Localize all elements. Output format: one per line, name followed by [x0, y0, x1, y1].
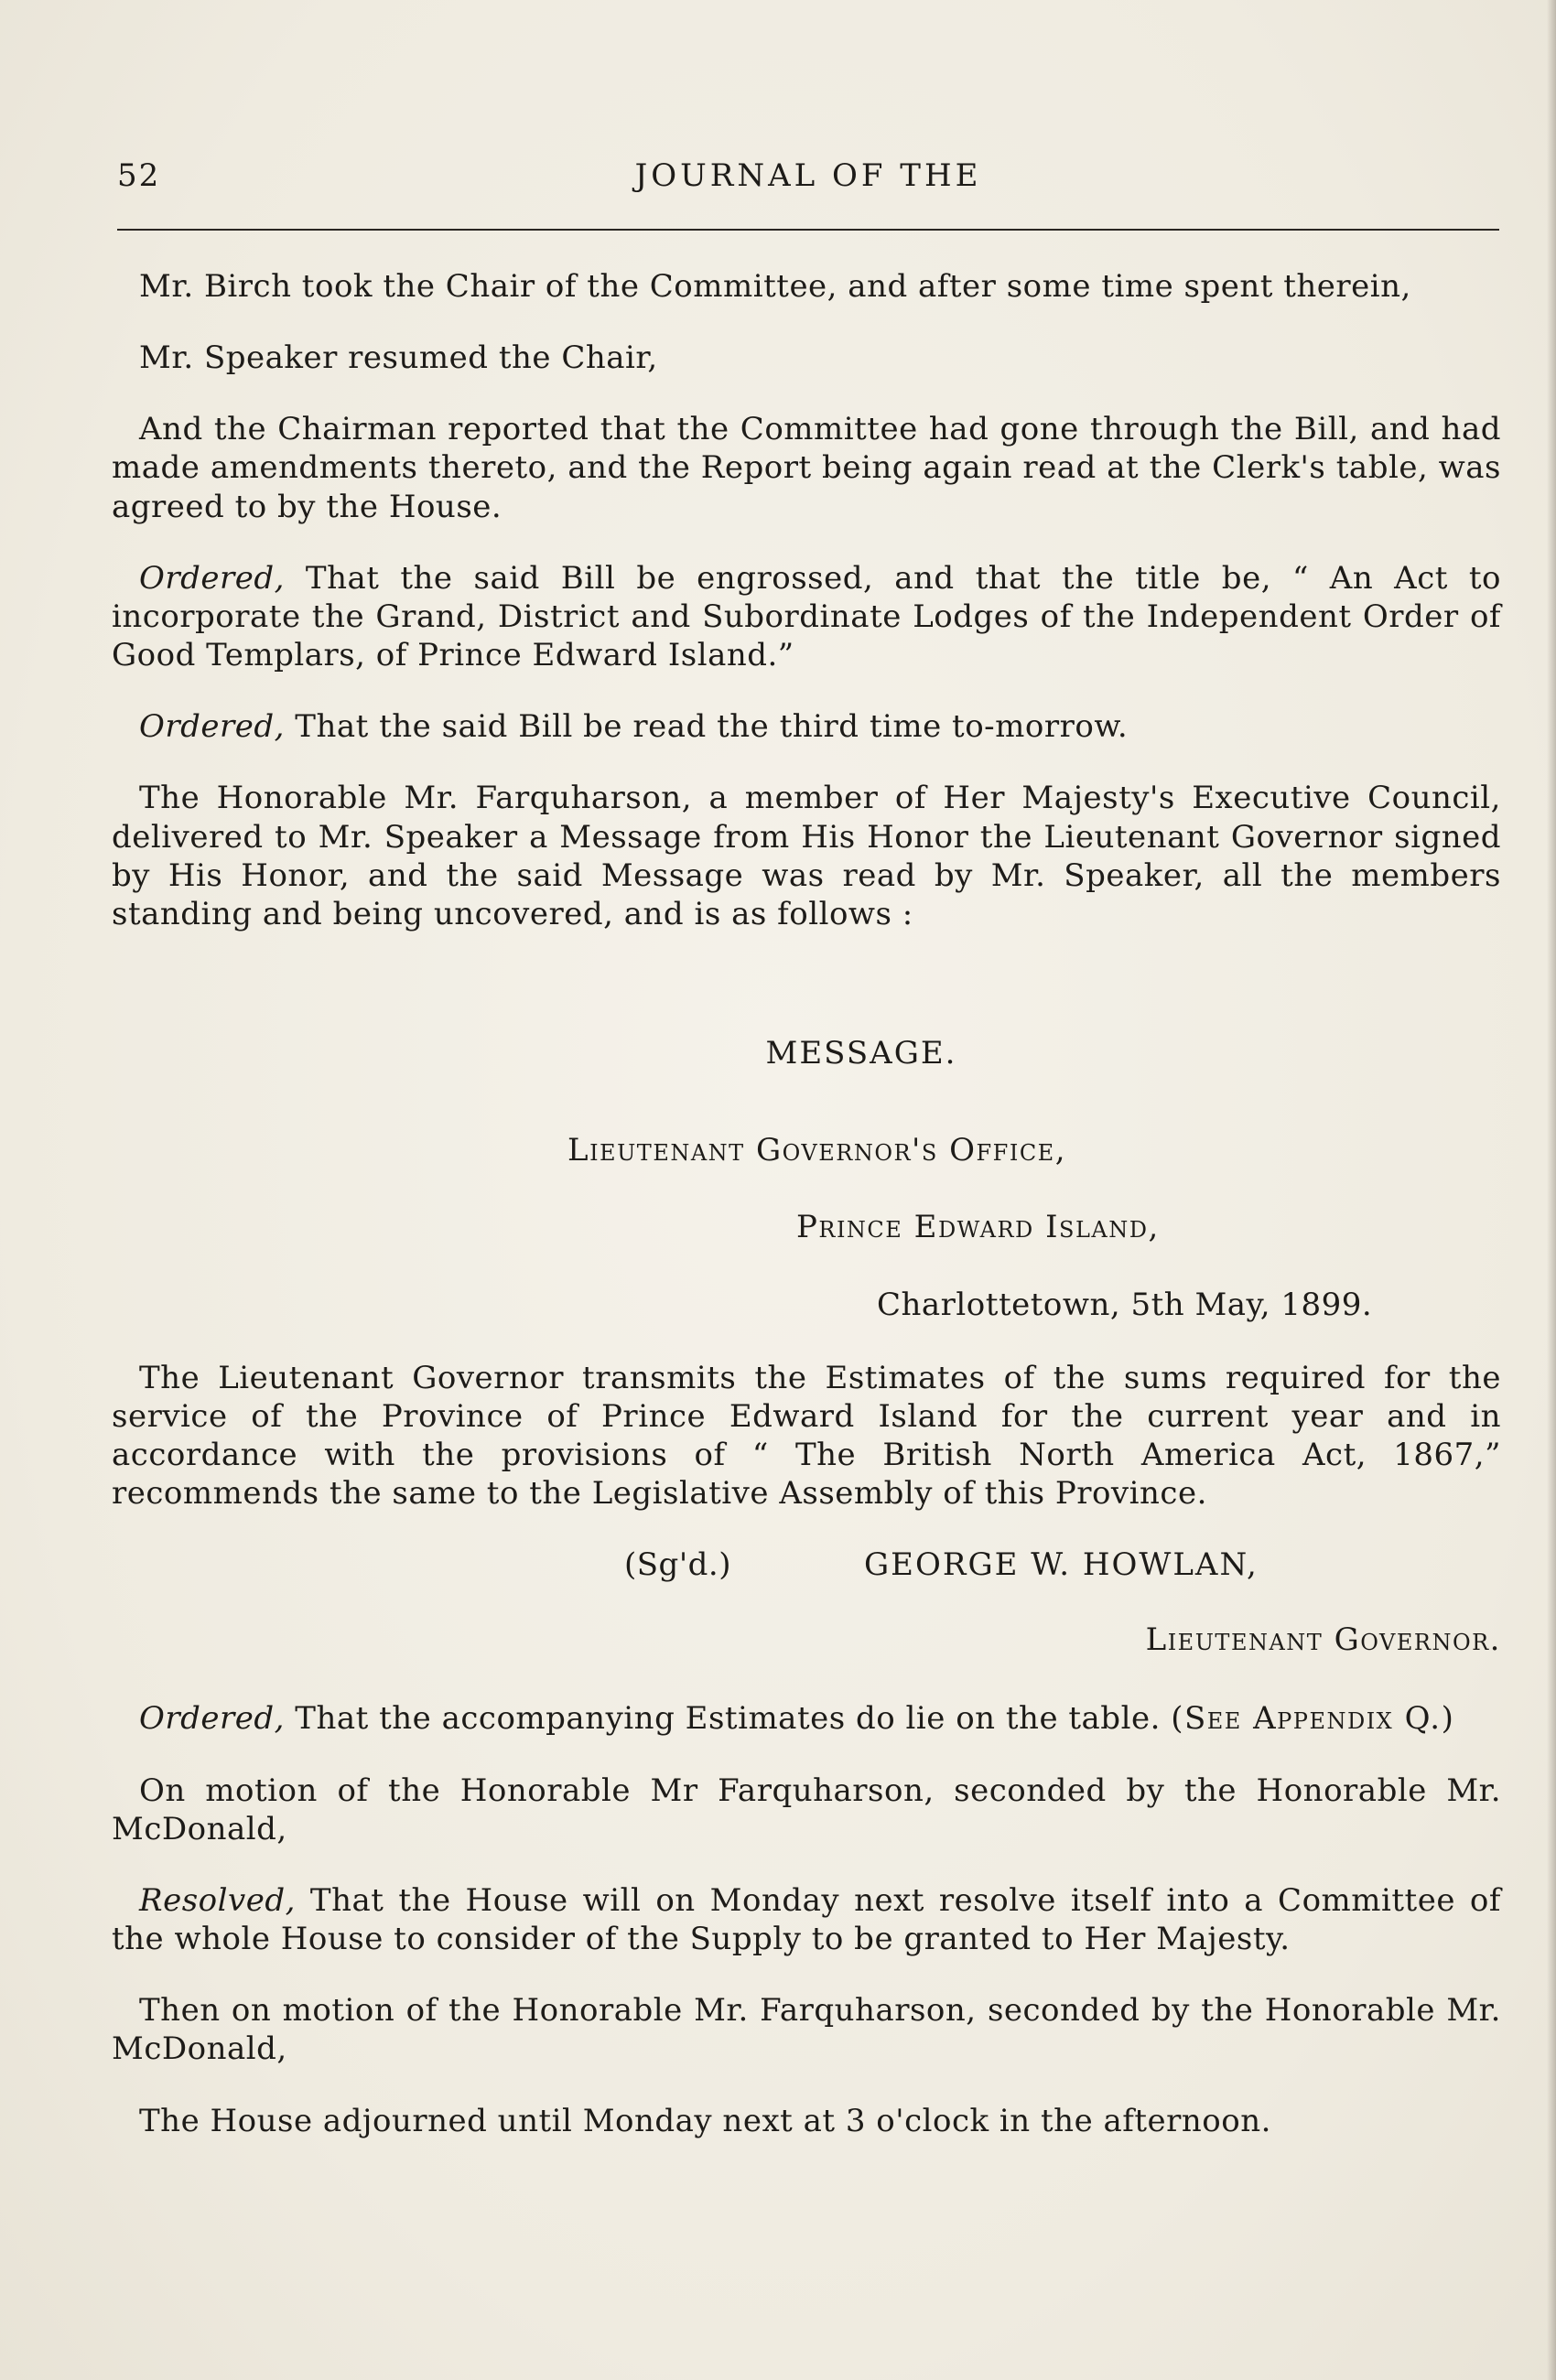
- page-edge-shadow: [1547, 0, 1556, 2380]
- ordered-estimates-text: That the accompanying Estimates do lie on the table.: [295, 1700, 1161, 1738]
- paragraph-ordered-estimates: [112, 1699, 1501, 1738]
- page-body: [112, 267, 1501, 2173]
- signer-title: Lieutenant Governor.: [1145, 1621, 1501, 1659]
- paragraph-ordered-third-reading: [112, 707, 1501, 746]
- resolved-text: That the House will on Monday next resolve itself into a Committee of the whole House to consider of the Supply to be granted to Her Majesty.: [112, 1881, 1501, 1958]
- paragraph-ordered-engrossed: [112, 559, 1501, 674]
- ordered-label: Ordered,: [139, 708, 285, 746]
- running-head: JOURNAL OF THE: [634, 157, 982, 194]
- signer-name: GEORGE W. HOWLAN,: [864, 1546, 1259, 1584]
- signature-line: [112, 1545, 1501, 1589]
- message-heading: MESSAGE.: [765, 1035, 957, 1072]
- paragraph-estimates: The Lieutenant Governor transmits the Estimates of the sums required for the service of the Province of Prince Edward Island for the current year and in accordance with the provisions of “ The British North America Act, 1867,” recommends the same to the Legislative Assembly of this Province.: [112, 1359, 1501, 1513]
- paragraph-motion-2: Then on motion of the Honorable Mr. Farquharson, seconded by the Honorable Mr. McDonald,: [112, 1992, 1501, 2068]
- paragraph-committee: Mr. Birch took the Chair of the Committee, and after some time spent therein,: [139, 268, 1411, 305]
- page-number: 52: [117, 157, 161, 194]
- paragraph-chairman-reported: And the Chairman reported that the Committee had gone through the Bill, and had made amendments thereto, and the Report being again read at the Clerk's table, was agreed to by the House.: [112, 411, 1501, 525]
- ordered-third-reading-text: That the said Bill be read the third time to-morrow.: [295, 708, 1129, 746]
- resolved-label: Resolved,: [139, 1881, 296, 1919]
- header-rule: [117, 229, 1499, 231]
- paragraph-speaker-resumed: Mr. Speaker resumed the Chair,: [139, 339, 658, 377]
- paragraph-resolved: [112, 1881, 1501, 1958]
- signed-mark: (Sg'd.): [624, 1546, 732, 1584]
- paragraph-motion-1: On motion of the Honorable Mr Farquharson, seconded by the Honorable Mr. McDonald,: [112, 1772, 1501, 1847]
- message-province: Prince Edward Island,: [796, 1209, 1160, 1246]
- appendix-reference: (See Appendix Q.): [1171, 1700, 1455, 1738]
- page-header: [117, 157, 1499, 199]
- message-office: Lieutenant Governor's Office,: [567, 1132, 1067, 1169]
- paragraph-adjourned: The House adjourned until Monday next at 3 o'clock in the afternoon.: [139, 2102, 1271, 2139]
- paragraph-farquharson-message: The Honorable Mr. Farquharson, a member of Her Majesty's Executive Council, delivered to Mr. Speaker a Message from His Honor the Lieutenant Governor signed by His Honor, and the said Message was read by Mr. Speaker, all the members standing and being uncovered, and is as follows :: [112, 780, 1501, 932]
- ordered-label: Ordered,: [139, 1700, 285, 1738]
- ordered-label: Ordered,: [139, 559, 285, 597]
- message-place-date: Charlottetown, 5th May, 1899.: [877, 1286, 1373, 1323]
- ordered-engrossed-text: That the said Bill be engrossed, and that the title be, “ An Act to incorporate the Grand, District and Subordinate Lodges of the Independent Order of Good Templars, of Prince Edward Island.”: [112, 559, 1501, 674]
